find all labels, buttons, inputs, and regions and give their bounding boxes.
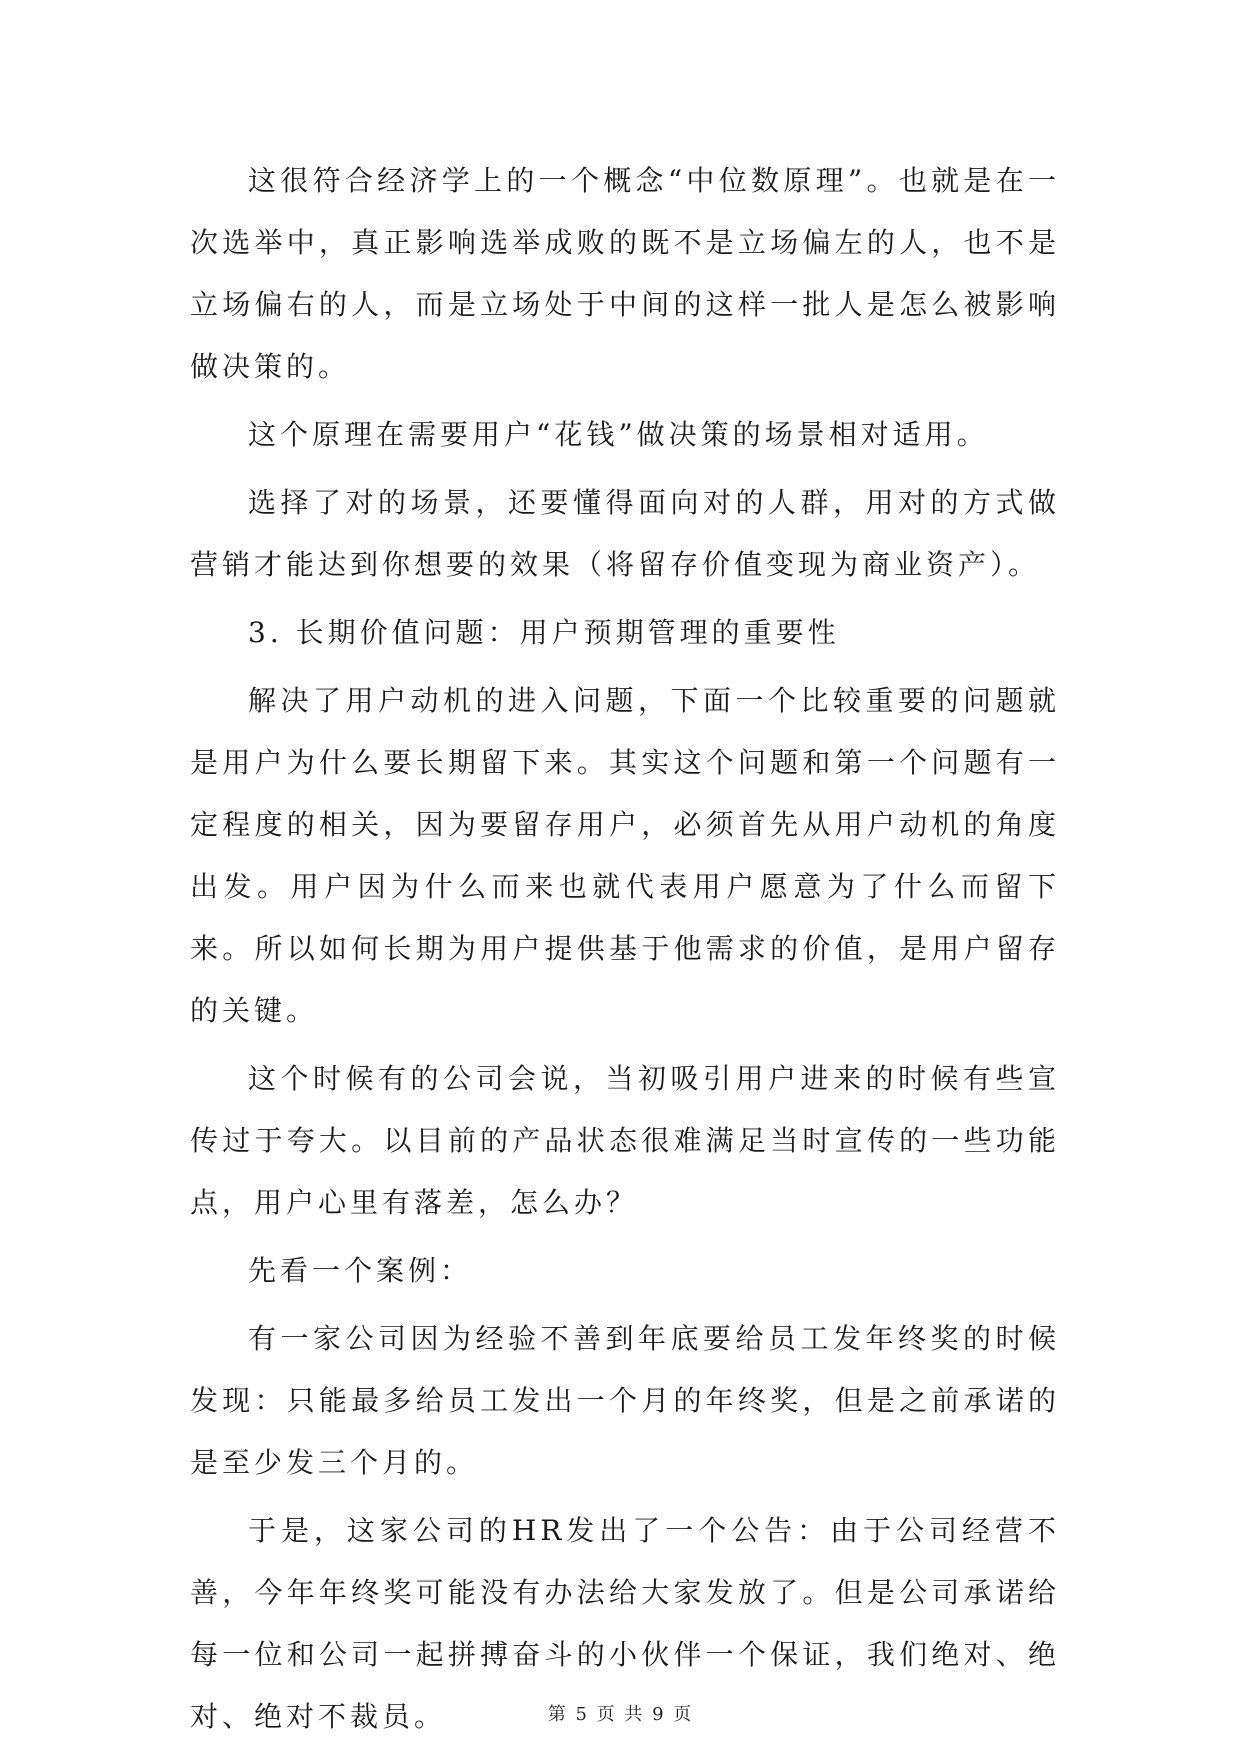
paragraph-right-audience: 选择了对的场景，还要懂得面向对的人群，用对的方式做营销才能达到你想要的效果（将留存价值变现为商业资产）。 [190,486,1060,581]
paragraph-long-term-retention: 解决了用户动机的进入问题，下面一个比较重要的问题就是用户为什么要长期留下来。其实这个问题和第一个问题有一定程度的相关，因为要留存用户，必须首先从用户动机的角度出发。用户因为什么而来也就代表用户愿意为了什么而留下来。所以如何长期为用户提供基于他需求的价值，是用户留存的关键。 [190,684,1060,1027]
paragraph-case-announcement: 于是，这家公司的HR发出了一个公告：由于公司经营不善，今年年终奖可能没有办法给大家发放了。但是公司承诺给每一位和公司一起拼搏奋斗的小伙伴一个保证，我们绝对、绝对、绝对不裁员。 [190,1514,1060,1733]
page-number: 第 5 页 共 9 页 [547,1704,694,1725]
paragraph-spending-scenario: 这个原理在需要用户“花钱”做决策的场景相对适用。 [248,418,989,451]
paragraph-case-intro: 先看一个案例： [248,1254,473,1287]
section-heading-long-term-value: 3. 长期价值问题：用户预期管理的重要性 [248,616,840,649]
paragraph-case-bonus: 有一家公司因为经验不善到年底要给员工发年终奖的时候发现：只能最多给员工发出一个月的年终奖，但是之前承诺的是至少发三个月的。 [190,1322,1060,1479]
paragraph-exaggerated-promotion: 这个时候有的公司会说，当初吸引用户进来的时候有些宣传过于夸大。以目前的产品状态很难满足当时宣传的一些功能点，用户心里有落差，怎么办？ [190,1062,1060,1219]
paragraph-median-principle: 这很符合经济学上的一个概念“中位数原理”。也就是在一次选举中，真正影响选举成败的既不是立场偏左的人，也不是立场偏右的人，而是立场处于中间的这样一批人是怎么被影响做决策的。 [190,164,1060,383]
document-body [190,150,1060,1754]
